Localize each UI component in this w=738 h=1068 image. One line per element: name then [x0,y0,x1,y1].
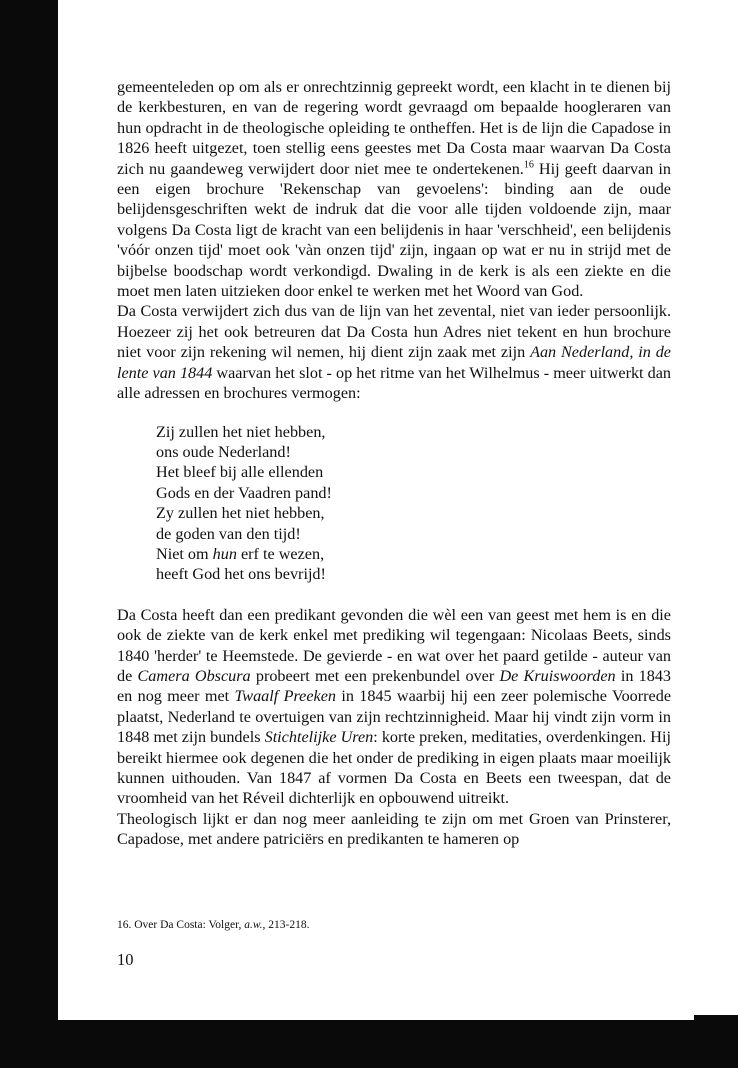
paragraph-2: Da Costa verwijdert zich dus van de lijn van het zevental, niet van ieder persoonlijk. Hoezeer zij het ook betreuren dat Da Costa hun Adres niet tekent en hun brochure niet voor zijn rekening wil nemen, hij dient zijn zaak met zijn Aan Nederland, in de lente van 1844 waarvan het slot - op het ritme van het Wilhelmus - meer uitwerkt dan alle adressen en brochures vermogen: [117,302,671,403]
work-title: Aan Nederland, in de lente van 1844 [117,343,671,382]
scan-border-left [0,0,58,1068]
page-number: 10 [117,950,134,969]
poem-line: Gods en der Vaadren pand! [156,483,332,502]
poem-stanza [156,422,671,585]
poem-line: Zij zullen het niet hebben, [156,422,326,441]
scan-border-bottom [58,1020,694,1068]
work-title: Stichtelijke Uren [264,728,374,747]
scan-border-corner [694,1015,738,1068]
footnote: 16. Over Da Costa: Volger, a.w., 213-218. [117,919,310,931]
poem-line: Niet om hun erf te wezen, [156,544,325,563]
poem-line: Zy zullen het niet hebben, [156,504,325,523]
poem-line: de goden van den tijd! [156,524,301,543]
poem-line: ons oude Nederland! [156,442,291,461]
poem-line: Het bleef bij alle ellenden [156,463,324,482]
paragraph-3: Da Costa heeft dan een predikant gevonden die wèl een van geest met hem is en die ook de ziekte van de kerk enkel met prediking wil tegengaan: Nicolaas Beets, sinds 1840 'herder' te Heemstede. De gevierde - en wat over het paard getilde - auteur van de Camera Obscura probeert met een prekenbundel over De Kruiswoorden in 1843 en nog meer met Twaalf Preeken in 1845 waarbij hij een zeer polemische Voorrede plaatst, Nederland te overtuigen van zijn rechtzinnigheid. Maar hij vindt zijn vorm in 1848 met zijn bundels Stichtelijke Uren: korte preken, meditaties, overdenkingen. Hij bereikt hiermee ook degenen die het onder de prediking in eigen plaats maar moeilijk kunnen uithouden. Van 1847 af vormen Da Costa en Beets een tweespan, dat de vroomheid van het Réveil dichterlijk en opbouwend uitreikt. [117,605,672,808]
paragraph-1: gemeenteleden op om als er onrechtzinnig gepreekt wordt, een klacht in te dienen bij de kerkbesturen, en van de regering wordt gevraagd om bepaalde hoogleraren van hun opdracht in de theologische opleiding te ontheffen. Het is de lijn die Capadose in 1826 heeft uitgezet, toen stellig eens geestes met Da Costa maar waarvan Da Costa zich nu gaandeweg verwijdert door niet mee te ondertekenen.$^{16}$ Hij geeft daarvan in een eigen brochure 'Rekenschap van gevoelens': binding aan de oude belijdensgeschriften wekt de indruk dat die voor alle tijden voldoende zijn, maar volgens Da Costa ligt de kracht van een belijdenis in haar 'verschheid', een belijdenis 'vóór onzen tijd' moet ook 'vàn onzen tijd' zijn, ingaan op wat er nu in strijd met de bijbelse boodschap wordt verkondigd. Dwaling in de kerk is als een ziekte en die moet men laten uitzieken door enkel te werken met het Woord van God. [117,78,671,301]
work-title: Camera Obscura [137,666,251,685]
paragraph-4: Theologisch lijkt er dan nog meer aanleiding te zijn om met Groen van Prinsterer, Capadose, met andere patriciërs en predikanten te hameren op [117,809,671,849]
footnote-reference: 16 [523,159,534,171]
work-title: De Kruiswoorden [499,666,616,685]
poem-line: heeft God het ons bevrijd! [156,565,326,584]
page-body [117,77,671,850]
work-title: Twaalf Preeken [234,687,336,706]
